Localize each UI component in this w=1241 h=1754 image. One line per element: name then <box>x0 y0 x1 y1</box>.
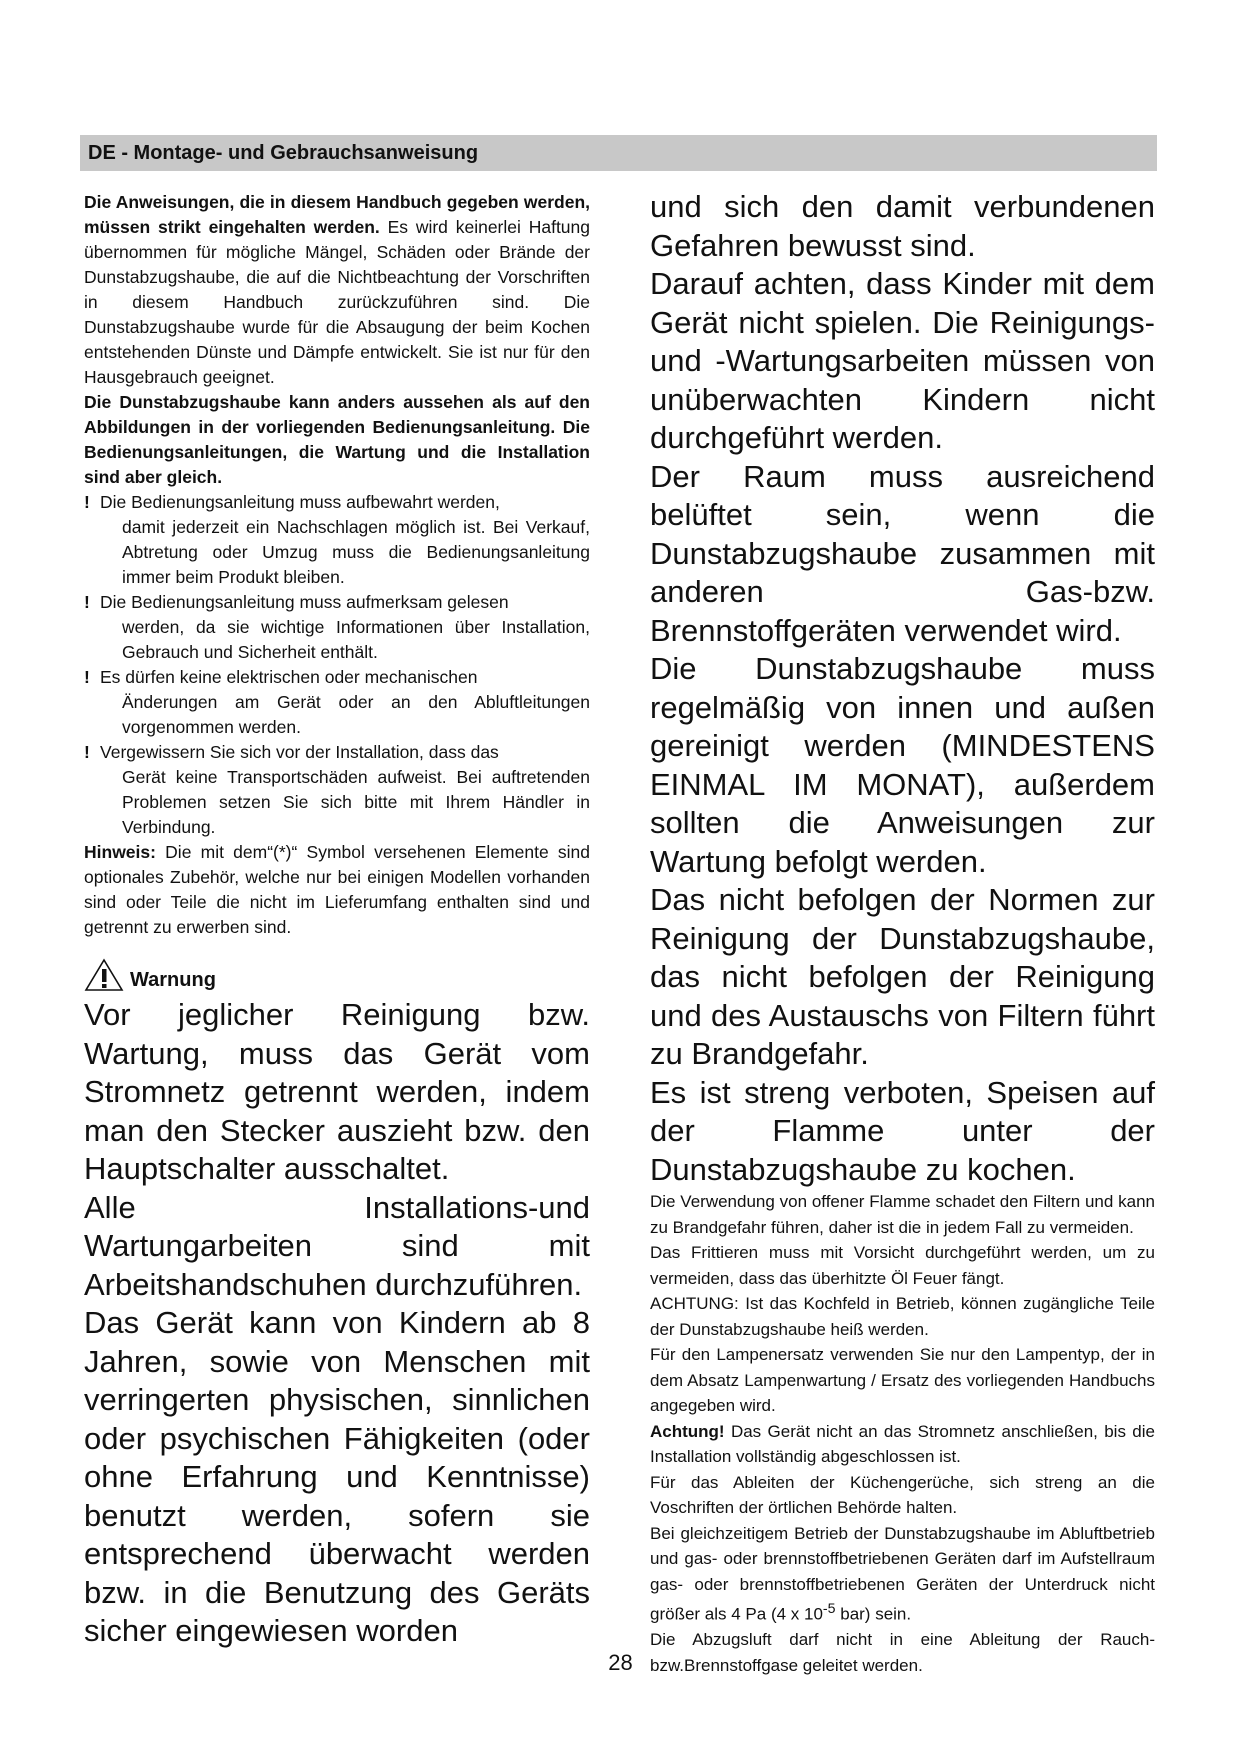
warning-label: Warnung <box>130 969 216 991</box>
hinweis-label: Hinweis: <box>84 842 156 862</box>
right-column <box>650 188 1155 1678</box>
bullet-rest: werden, da sie wichtige Informationen über Installation, Gebrauch und Sicherheit enthält. <box>122 617 590 662</box>
bullet-first-line: Die Bedienungsanleitung muss aufbewahrt werden, <box>100 492 500 512</box>
right-big-2: Darauf achten, dass Kinder mit dem Gerät nicht spielen. Die Reinigungs- und -Wartungsarbeiten müssen von unüberwachten Kindern nicht durchgeführt werden. <box>650 266 1155 455</box>
page-number: 28 <box>608 1650 633 1675</box>
warning-text-2: Alle Installations-und Wartungarbeiten sind mit Arbeitshandschuhen durchzuführen. <box>84 1189 590 1302</box>
bullet-item <box>84 740 590 840</box>
bullet-rest: damit jederzeit ein Nachschlagen möglich ist. Bei Verkauf, Abtretung oder Umzug muss die Bedienungsanleitung immer beim Produkt bleiben. <box>122 517 590 587</box>
right-small-3: ACHTUNG: Ist das Kochfeld in Betrieb, können zugängliche Teile der Dunstabzugshaube heiß werden. <box>650 1294 1155 1339</box>
right-small-6: Für das Ableiten der Küchengerüche, sich streng an die Voschriften der örtlichen Behörde halten. <box>650 1472 1155 1517</box>
warning-text-1: Vor jeglicher Reinigung bzw. Wartung, muss das Gerät vom Stromnetz getrennt werden, indem man den Stecker auszieht bzw. den Hauptschalter ausschaltet. <box>84 997 590 1186</box>
bullet-rest: Gerät keine Transportschäden aufweist. Bei auftretenden Problemen setzen Sie sich bitte mit Ihrem Händler in Verbindung. <box>122 767 590 837</box>
bullet-first-line: Es dürfen keine elektrischen oder mechanischen <box>100 667 478 687</box>
right-small-8: Die Abzugsluft darf nicht in eine Ableitung der Rauch- bzw.Brennstoffgase geleitet werden. <box>650 1630 1155 1675</box>
hinweis-text: Die mit dem“(*)“ Symbol versehenen Elemente sind optionales Zubehör, welche nur bei einigen Modellen vorhanden sind oder Teile die nicht im Lieferumfang enthalten sind und getrennt zu erwerben sind. <box>84 842 590 937</box>
left-column <box>84 190 590 1651</box>
warning-triangle-icon <box>84 958 124 992</box>
bullet-item <box>84 590 590 665</box>
right-big-5: Das nicht befolgen der Normen zur Reinigung der Dunstabzugshaube, das nicht befolgen der Reinigung und des Austauschs von Filtern führt zu Brandgefahr. <box>650 882 1155 1071</box>
exclamation-icon: ! <box>84 592 90 612</box>
bullet-item <box>84 490 590 590</box>
pressure-text-a: Bei gleichzeitigem Betrieb der Dunstabzugshaube im Abluftbetrieb und gas- oder brennstoffbetriebenen Geräten darf im Aufstellraum gas- oder brennstoffbetriebenen Geräten der Unterdruck nicht größer als 4 Pa (4 x 10 <box>650 1523 1155 1624</box>
right-big-3: Der Raum muss ausreichend belüftet sein, wenn die Dunstabzugshaube zusammen mit anderen Gas-bzw. Brennstoffgeräten verwendet wird. <box>650 458 1155 648</box>
appearance-note: Die Dunstabzugshaube kann anders aussehen als auf den Abbildungen in der vorliegenden Bedienungsanleitung. Die Bedienungsanleitungen, die Wartung und die Installation sind aber gleich. <box>84 392 590 487</box>
intro-rest: Es wird keinerlei Haftung übernommen für mögliche Mängel, Schäden oder Brände der Dunstabzugshaube, die auf die Nichtbeachtung der Vorschriften in diesem Handbuch zurückzuführen sind. Die Dunstabzugshaube wurde für die Absaugung der beim Kochen entstehenden Dünste und Dämpfe entwickelt. Sie ist nur für den Hausgebrauch geeignet. <box>84 217 591 387</box>
right-small-2: Das Frittieren muss mit Vorsicht durchgeführt werden, um zu vermeiden, dass das überhitzte Öl Feuer fängt. <box>650 1243 1155 1288</box>
bullet-item <box>84 665 590 740</box>
pressure-text-b: bar) sein. <box>835 1604 912 1624</box>
right-big-1: und sich den damit verbundenen Gefahren bewusst sind. <box>650 189 1155 263</box>
achtung-text: Das Gerät nicht an das Stromnetz anschließen, bis die Installation vollständig abgeschlossen ist. <box>650 1421 1155 1466</box>
bullet-first-line: Die Bedienungsanleitung muss aufmerksam gelesen <box>100 592 509 612</box>
exclamation-icon: ! <box>84 667 90 687</box>
intro-block <box>84 190 590 940</box>
right-small-7 <box>650 1521 1155 1628</box>
bullet-rest: Änderungen am Gerät oder an den Abluftleitungen vorgenommen werden. <box>122 692 590 737</box>
hinweis-paragraph <box>84 840 590 940</box>
bullet-first-line: Vergewissern Sie sich vor der Installation, dass das <box>100 742 499 762</box>
intro-bold: Die Anweisungen, die in diesem Handbuch gegeben werden, müssen strikt eingehalten werden. <box>84 192 590 237</box>
intro-paragraph <box>84 190 590 390</box>
section-header: DE - Montage- und Gebrauchsanweisung <box>80 135 1157 171</box>
pressure-exponent: -5 <box>822 1601 836 1617</box>
right-small-4: Für den Lampenersatz verwenden Sie nur den Lampentyp, der in dem Absatz Lampenwartung / Ersatz des vorliegenden Handbuchs angegeben wird. <box>650 1345 1155 1415</box>
right-big-6: Es ist streng verboten, Speisen auf der Flamme unter der Dunstabzugshaube zu kochen. <box>650 1074 1155 1187</box>
achtung-label: Achtung! <box>650 1421 725 1441</box>
warning-heading <box>84 958 590 992</box>
exclamation-icon: ! <box>84 742 90 762</box>
exclamation-icon: ! <box>84 492 90 512</box>
right-big-4: Die Dunstabzugshaube muss regelmäßig von innen und außen gereinigt werden (MINDESTENS EINMAL IM MONAT), außerdem sollten die Anweisungen zur Wartung befolgt werden. <box>650 651 1155 879</box>
right-small-5 <box>650 1419 1155 1470</box>
right-small-1: Die Verwendung von offener Flamme schadet den Filtern und kann zu Brandgefahr führen, daher ist die in jedem Fall zu vermeiden. <box>650 1192 1155 1237</box>
warning-text-3: Das Gerät kann von Kindern ab 8 Jahren, sowie von Menschen mit verringerten physischen, sinnlichen oder psychischen Fähigkeiten (oder ohne Erfahrung und Kenntnisse) benutzt werden, sofern sie entsprechend überwacht werden bzw. in die Benutzung des Geräts sicher eingewiesen worden <box>84 1305 590 1648</box>
